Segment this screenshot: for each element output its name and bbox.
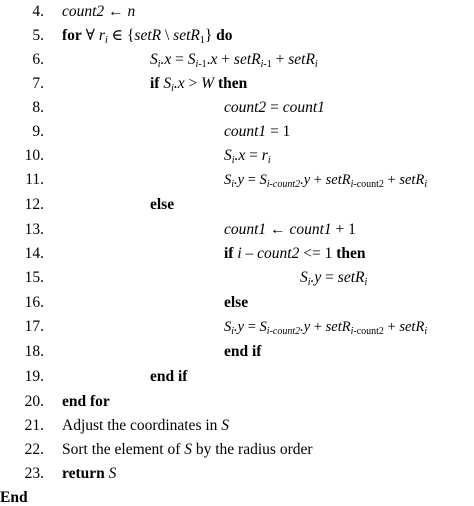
line-code: $S_i.y = S_{i-count2}.y$ + setR$_{i-count2}$ + setR$_i$ [224,319,428,337]
line-number: 9. [32,123,44,140]
line-number: 15. [24,269,44,286]
line-code: for ∀ $r_i$ ∈ {setR \ setR$_1$} do [62,27,233,46]
line-code: $S_i.x = S_{i-1}.x$ + setR$_{i-1}$ + setR$_i$ [150,51,318,70]
line-code: else [224,294,249,311]
line-number: 17. [24,318,44,335]
line-code: else [150,196,175,213]
line-code: count1 ← count1 + 1 [224,221,356,238]
line-number: 6. [32,51,44,68]
line-code: count1 = 1 [224,123,291,140]
line-number: 5. [32,27,44,44]
line-number: 13. [24,221,44,238]
line-number: 20. [24,393,44,410]
line-code: if $S_i.x > W$ then [150,75,248,94]
line-code: $S_i.y$ = setR$_i$ [300,269,368,288]
line-code: $S_i.x = r_i$ [224,147,271,166]
line-number: 10. [24,147,44,164]
algorithm-end: End [0,489,28,506]
line-number: 12. [24,196,44,213]
line-number: 22. [24,441,44,458]
line-number: 23. [24,465,44,482]
line-number: 4. [32,3,44,20]
line-number: 14. [24,245,44,262]
line-code: return S [62,465,117,482]
line-code: Sort the element of S by the radius order [62,441,313,458]
line-code: end for [62,393,110,410]
line-number: 8. [32,99,44,116]
line-number: 16. [24,294,44,311]
line-number: 21. [24,417,44,434]
line-code: Adjust the coordinates in S [62,417,230,434]
line-number: 7. [32,75,44,92]
line-code: $S_i.y = S_{i-count2}.y$ + setR$_{i-count2}$ + setR$_i$ [224,172,428,190]
line-code: end if [224,343,262,360]
line-number: 11. [25,171,44,188]
line-number: 18. [24,343,44,360]
line-code: count2 = count1 [224,99,325,116]
line-code: end if [150,368,188,385]
line-number: 19. [24,368,44,385]
line-code: if i – count2 <= 1 then [224,245,366,262]
line-code: count2 ← n [62,3,136,20]
